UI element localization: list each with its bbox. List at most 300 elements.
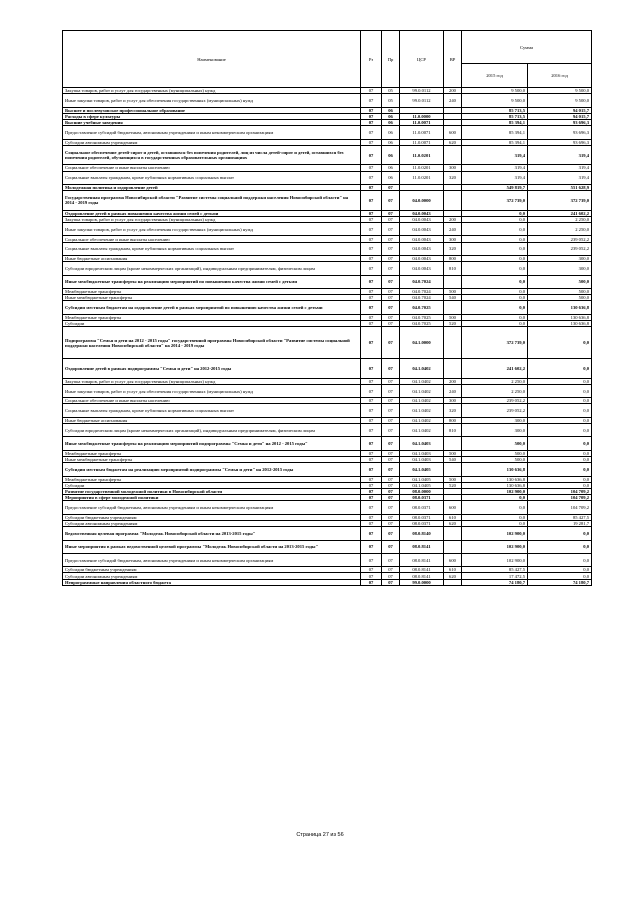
cell-vr: 200 xyxy=(444,88,462,94)
cell-csr: 99.0.0112 xyxy=(400,88,444,94)
cell-csr: 04.1.0402 xyxy=(400,398,444,404)
cell-2016: 0,0 xyxy=(528,482,592,488)
cell-name: Субсидии местным бюджетам на реализацию мероприятий подпрограммы "Семья и дети" на 2012-2015 годы xyxy=(63,463,361,476)
cell-name: Непрограммные направления областного бюджета xyxy=(63,579,361,585)
cell-2015: 500,0 xyxy=(462,457,528,463)
cell-2016: 0,0 xyxy=(528,527,592,540)
cell-csr: 04.0.0043 xyxy=(400,223,444,236)
cell-2015: 549 819,7 xyxy=(462,184,528,190)
cell-2015: 0,0 xyxy=(462,501,528,514)
cell-2016: 0,0 xyxy=(528,437,592,450)
cell-2015: 0,0 xyxy=(462,301,528,314)
cell-rz: 07 xyxy=(361,126,382,139)
cell-vr: 610 xyxy=(444,567,462,573)
col-pr-header: Пр xyxy=(382,31,400,88)
cell-rz: 07 xyxy=(361,94,382,107)
cell-name: Субсидии xyxy=(63,320,361,326)
cell-csr: 08.0.8141 xyxy=(400,553,444,566)
cell-vr: 620 xyxy=(444,139,462,145)
cell-pr: 07 xyxy=(382,384,400,397)
cell-2015: 130 636,8 xyxy=(462,476,528,482)
cell-rz: 07 xyxy=(361,378,382,384)
cell-rz: 07 xyxy=(361,457,382,463)
cell-vr xyxy=(444,463,462,476)
cell-pr: 07 xyxy=(382,417,400,423)
cell-vr xyxy=(444,579,462,585)
cell-vr xyxy=(444,527,462,540)
cell-name: Высшее и послевузовское профессиональное образование xyxy=(63,107,361,113)
cell-vr xyxy=(444,191,462,211)
cell-csr: 04.0.0043 xyxy=(400,242,444,255)
cell-rz: 07 xyxy=(361,404,382,417)
cell-name: Субсидии xyxy=(63,482,361,488)
cell-rz: 07 xyxy=(361,398,382,404)
cell-2015: 239 052,2 xyxy=(462,404,528,417)
cell-2016: 85 427,5 xyxy=(528,514,592,520)
cell-name: Закупка товаров, работ и услуг для государственных (муниципальных) нужд xyxy=(63,88,361,94)
cell-vr: 200 xyxy=(444,378,462,384)
cell-2015: 0,0 xyxy=(462,288,528,294)
cell-2016: 500,0 xyxy=(528,288,592,294)
cell-rz: 07 xyxy=(361,314,382,320)
cell-name: Оздоровление детей в рамках подпрограммы "Семья и дети" на 2012-2015 годы xyxy=(63,359,361,379)
cell-2016: 500,0 xyxy=(528,275,592,288)
cell-rz: 07 xyxy=(361,210,382,216)
cell-rz: 07 xyxy=(361,384,382,397)
cell-vr xyxy=(444,359,462,379)
cell-2016: 241 602,2 xyxy=(528,210,592,216)
table-row xyxy=(63,553,592,566)
cell-2016: 0,0 xyxy=(528,476,592,482)
cell-rz: 07 xyxy=(361,540,382,553)
cell-2015: 0,0 xyxy=(462,210,528,216)
cell-2016: 94 015,7 xyxy=(528,107,592,113)
cell-pr: 07 xyxy=(382,488,400,494)
cell-2016: 104 709,2 xyxy=(528,501,592,514)
cell-2016: 0,0 xyxy=(528,359,592,379)
cell-name: Оздоровление детей в рамках повышения качества жизни семей с детьми xyxy=(63,210,361,216)
cell-pr: 07 xyxy=(382,210,400,216)
cell-csr: 04.0.7024 xyxy=(400,288,444,294)
cell-csr: 04.1.0402 xyxy=(400,384,444,397)
cell-name: Иные закупки товаров, работ и услуг для обеспечения государственных (муниципальных) нужд xyxy=(63,223,361,236)
cell-rz: 07 xyxy=(361,223,382,236)
cell-name: Подпрограмма "Семья и дети на 2012 - 2015 годы" государственной программы Новосибирской области "Развитие системы социальной поддержки населения Новосибирской области" на 2014 - 2019 годы xyxy=(63,327,361,359)
cell-vr xyxy=(444,327,462,359)
cell-csr: 04.0.7024 xyxy=(400,295,444,301)
cell-vr: 810 xyxy=(444,424,462,437)
cell-name: Предоставление субсидий бюджетным, автономным учреждениям и иным некоммерческим организациям xyxy=(63,501,361,514)
table-row xyxy=(63,223,592,236)
cell-csr: 04.0.0043 xyxy=(400,210,444,216)
cell-2016: 93 696,3 xyxy=(528,126,592,139)
cell-2015: 130 636,8 xyxy=(462,482,528,488)
cell-vr: 500 xyxy=(444,314,462,320)
cell-name: Межбюджетные трансферты xyxy=(63,314,361,320)
cell-2016: 0,0 xyxy=(528,327,592,359)
cell-2016: 130 636,8 xyxy=(528,314,592,320)
cell-2015: 9 500,0 xyxy=(462,88,528,94)
cell-pr: 07 xyxy=(382,424,400,437)
cell-pr: 07 xyxy=(382,573,400,579)
cell-2016: 2 250,0 xyxy=(528,216,592,222)
cell-pr: 07 xyxy=(382,301,400,314)
cell-pr: 07 xyxy=(382,295,400,301)
cell-pr: 06 xyxy=(382,145,400,165)
cell-name: Субсидии автономным учреждениям xyxy=(63,573,361,579)
cell-2015: 85 394,1 xyxy=(462,126,528,139)
cell-name: Молодежная политика и оздоровление детей xyxy=(63,184,361,190)
cell-2015: 319,4 xyxy=(462,145,528,165)
cell-csr: 04.1.0402 xyxy=(400,359,444,379)
cell-rz: 07 xyxy=(361,295,382,301)
cell-csr: 11.0.0071 xyxy=(400,119,444,125)
cell-rz: 07 xyxy=(361,424,382,437)
cell-csr: 04.1.0403 xyxy=(400,450,444,456)
col-csr-header: ЦСР xyxy=(400,31,444,88)
cell-2015: 372 739,0 xyxy=(462,191,528,211)
cell-pr: 07 xyxy=(382,191,400,211)
cell-rz: 07 xyxy=(361,320,382,326)
cell-2015: 9 500,0 xyxy=(462,94,528,107)
cell-2016: 0,0 xyxy=(528,573,592,579)
cell-2016: 0,0 xyxy=(528,398,592,404)
cell-vr: 320 xyxy=(444,404,462,417)
cell-rz: 07 xyxy=(361,88,382,94)
cell-2015: 74 180,7 xyxy=(462,579,528,585)
cell-2015: 300,0 xyxy=(462,417,528,423)
cell-name: Государственная программа Новосибирской области "Развитие системы социальной поддержки населения Новосибирской области" на 2014 - 2019 годы xyxy=(63,191,361,211)
cell-pr: 06 xyxy=(382,139,400,145)
cell-rz: 07 xyxy=(361,495,382,501)
cell-pr: 07 xyxy=(382,320,400,326)
cell-name: Ведомственная целевая программа "Молодежь Новосибирской области на 2013-2015 годы" xyxy=(63,527,361,540)
cell-vr: 520 xyxy=(444,482,462,488)
cell-rz: 07 xyxy=(361,184,382,190)
cell-2015: 85 713,5 xyxy=(462,113,528,119)
cell-csr: 11.0.0071 xyxy=(400,139,444,145)
cell-2016: 104 709,2 xyxy=(528,495,592,501)
cell-rz: 07 xyxy=(361,488,382,494)
cell-vr: 540 xyxy=(444,457,462,463)
cell-vr: 500 xyxy=(444,450,462,456)
cell-2015: 130 636,8 xyxy=(462,463,528,476)
cell-rz: 07 xyxy=(361,107,382,113)
cell-rz: 07 xyxy=(361,482,382,488)
cell-name: Социальное обеспечение детей-сирот и детей, оставшихся без попечения родителей, лиц из числа детей-сирот и детей, оставшихся без попечения родителей, обучающихся в государственных образовательных организациях xyxy=(63,145,361,165)
cell-2016: 0,0 xyxy=(528,417,592,423)
cell-2015: 500,0 xyxy=(462,437,528,450)
cell-vr xyxy=(444,301,462,314)
cell-csr: 08.0.0371 xyxy=(400,495,444,501)
table-header xyxy=(63,31,592,88)
cell-rz: 07 xyxy=(361,437,382,450)
cell-2015: 85 713,5 xyxy=(462,107,528,113)
cell-rz: 07 xyxy=(361,165,382,171)
cell-pr: 07 xyxy=(382,553,400,566)
cell-pr: 06 xyxy=(382,126,400,139)
cell-2015: 0,0 xyxy=(462,520,528,526)
cell-2015: 0,0 xyxy=(462,256,528,262)
cell-pr: 07 xyxy=(382,482,400,488)
cell-name: Субсидии бюджетным учреждениям xyxy=(63,514,361,520)
cell-vr: 520 xyxy=(444,320,462,326)
cell-2016: 319,4 xyxy=(528,145,592,165)
cell-csr: 04.0.7025 xyxy=(400,314,444,320)
cell-name: Высшие учебные заведения xyxy=(63,119,361,125)
cell-vr: 600 xyxy=(444,126,462,139)
page-footer: Страница 27 из 56 xyxy=(296,832,344,838)
cell-2016: 239 052,2 xyxy=(528,236,592,242)
cell-rz: 07 xyxy=(361,216,382,222)
cell-rz: 07 xyxy=(361,514,382,520)
cell-csr: 04.1.0405 xyxy=(400,463,444,476)
col-2016-header: 2016 год xyxy=(528,64,592,88)
cell-rz: 07 xyxy=(361,256,382,262)
cell-2015: 2 250,0 xyxy=(462,378,528,384)
col-sum-header: Сумма xyxy=(462,31,592,64)
cell-csr: 08.0.8140 xyxy=(400,527,444,540)
cell-2016: 0,0 xyxy=(528,404,592,417)
cell-name: Субсидии бюджетным учреждениям xyxy=(63,567,361,573)
cell-2016: 0,0 xyxy=(528,567,592,573)
cell-rz: 07 xyxy=(361,520,382,526)
cell-vr: 540 xyxy=(444,295,462,301)
cell-2016: 0,0 xyxy=(528,378,592,384)
cell-pr: 07 xyxy=(382,359,400,379)
cell-name: Развитие государственной молодежной политики в Новосибирской области xyxy=(63,488,361,494)
cell-2016: 372 739,0 xyxy=(528,191,592,211)
cell-csr: 04.0.0000 xyxy=(400,191,444,211)
cell-2016: 94 015,7 xyxy=(528,113,592,119)
cell-vr: 600 xyxy=(444,501,462,514)
cell-vr xyxy=(444,275,462,288)
cell-pr: 06 xyxy=(382,107,400,113)
cell-2015: 0,0 xyxy=(462,236,528,242)
cell-pr: 07 xyxy=(382,495,400,501)
cell-2016: 9 500,0 xyxy=(528,94,592,107)
cell-csr: 04.0.0043 xyxy=(400,262,444,275)
cell-vr: 300 xyxy=(444,165,462,171)
cell-pr: 07 xyxy=(382,567,400,573)
cell-csr: 08.0.0371 xyxy=(400,520,444,526)
cell-rz: 07 xyxy=(361,275,382,288)
cell-name: Межбюджетные трансферты xyxy=(63,450,361,456)
cell-pr: 07 xyxy=(382,288,400,294)
cell-csr: 08.0.0371 xyxy=(400,514,444,520)
table-row xyxy=(63,242,592,255)
cell-2016: 9 500,0 xyxy=(528,88,592,94)
cell-2015: 0,0 xyxy=(462,320,528,326)
cell-name: Социальное обеспечение и иные выплаты населению xyxy=(63,165,361,171)
table-row xyxy=(63,275,592,288)
cell-csr: 04.0.7025 xyxy=(400,320,444,326)
cell-csr: 99.0.0000 xyxy=(400,579,444,585)
cell-name: Иные межбюджетные трансферты xyxy=(63,295,361,301)
cell-pr: 07 xyxy=(382,463,400,476)
cell-pr: 06 xyxy=(382,119,400,125)
cell-2015: 102 900,0 xyxy=(462,527,528,540)
table-row xyxy=(63,404,592,417)
cell-rz: 07 xyxy=(361,450,382,456)
cell-name: Субсидии автономным учреждениям xyxy=(63,139,361,145)
cell-vr xyxy=(444,540,462,553)
cell-2015: 0,0 xyxy=(462,275,528,288)
cell-2016: 130 636,8 xyxy=(528,301,592,314)
table-row xyxy=(63,301,592,314)
table-body xyxy=(63,88,592,586)
cell-2016: 19 281,7 xyxy=(528,520,592,526)
cell-pr: 06 xyxy=(382,113,400,119)
table-row xyxy=(63,540,592,553)
cell-vr: 320 xyxy=(444,171,462,184)
cell-name: Социальные выплаты гражданам, кроме публичных нормативных социальных выплат xyxy=(63,404,361,417)
cell-name: Иные бюджетные ассигнования xyxy=(63,417,361,423)
cell-vr: 610 xyxy=(444,514,462,520)
table-row xyxy=(63,579,592,585)
cell-name: Иные мероприятия в рамках ведомственной целевой программы "Молодежь Новосибирской области на 2013-2015 годы" xyxy=(63,540,361,553)
cell-2016: 0,0 xyxy=(528,450,592,456)
cell-name: Закупка товаров, работ и услуг для государственных (муниципальных) нужд xyxy=(63,216,361,222)
cell-2016: 74 180,7 xyxy=(528,579,592,585)
cell-pr: 07 xyxy=(382,404,400,417)
cell-rz: 07 xyxy=(361,463,382,476)
cell-vr: 300 xyxy=(444,398,462,404)
table-row xyxy=(63,359,592,379)
cell-pr: 05 xyxy=(382,88,400,94)
cell-name: Межбюджетные трансферты xyxy=(63,476,361,482)
table-row xyxy=(63,384,592,397)
budget-table xyxy=(62,30,592,586)
cell-pr: 07 xyxy=(382,275,400,288)
cell-name: Иные закупки товаров, работ и услуг для обеспечения государственных (муниципальных) нужд xyxy=(63,384,361,397)
cell-csr: 04.1.0402 xyxy=(400,404,444,417)
cell-2016: 93 696,3 xyxy=(528,119,592,125)
cell-2016: 0,0 xyxy=(528,457,592,463)
table-row xyxy=(63,527,592,540)
table-row xyxy=(63,501,592,514)
cell-csr: 04.1.0403 xyxy=(400,457,444,463)
cell-pr: 06 xyxy=(382,171,400,184)
cell-rz: 07 xyxy=(361,119,382,125)
cell-name: Расходы в сфере культуры xyxy=(63,113,361,119)
cell-name: Предоставление субсидий бюджетным, автономным учреждениям и иным некоммерческим организациям xyxy=(63,126,361,139)
cell-rz: 07 xyxy=(361,527,382,540)
cell-2016: 551 628,9 xyxy=(528,184,592,190)
cell-csr: 04.1.0405 xyxy=(400,476,444,482)
cell-2015: 241 602,2 xyxy=(462,359,528,379)
cell-name: Иные межбюджетные трансферты на реализацию мероприятий подпрограммы "Семья и дети" на 2012 - 2015 годы" xyxy=(63,437,361,450)
cell-csr: 08.0.8141 xyxy=(400,540,444,553)
cell-2016: 2 250,0 xyxy=(528,223,592,236)
cell-pr: 07 xyxy=(382,236,400,242)
cell-rz: 07 xyxy=(361,553,382,566)
cell-pr: 07 xyxy=(382,223,400,236)
cell-name: Социальное обеспечение и иные выплаты населению xyxy=(63,236,361,242)
cell-csr: 04.1.0402 xyxy=(400,417,444,423)
cell-csr: 99.0.0112 xyxy=(400,94,444,107)
cell-rz: 07 xyxy=(361,476,382,482)
cell-2015: 2 250,0 xyxy=(462,384,528,397)
cell-csr: 04.0.0043 xyxy=(400,236,444,242)
cell-2016: 0,0 xyxy=(528,553,592,566)
cell-pr: 07 xyxy=(382,501,400,514)
cell-csr: 04.1.0403 xyxy=(400,437,444,450)
cell-csr: 04.1.0402 xyxy=(400,424,444,437)
table-row xyxy=(63,262,592,275)
cell-rz: 07 xyxy=(361,501,382,514)
cell-2016: 500,0 xyxy=(528,295,592,301)
cell-rz: 07 xyxy=(361,171,382,184)
cell-2016: 104 709,2 xyxy=(528,488,592,494)
budget-document xyxy=(62,30,591,586)
table-row xyxy=(63,126,592,139)
cell-2016: 130 636,8 xyxy=(528,320,592,326)
cell-2015: 0,0 xyxy=(462,514,528,520)
cell-vr: 240 xyxy=(444,94,462,107)
cell-csr: 08.0.8141 xyxy=(400,567,444,573)
col-name-header: Наименование xyxy=(63,31,361,88)
cell-name: Социальные выплаты гражданам, кроме публичных нормативных социальных выплат xyxy=(63,242,361,255)
cell-2016: 319,4 xyxy=(528,165,592,171)
cell-2016: 0,0 xyxy=(528,424,592,437)
cell-pr: 05 xyxy=(382,94,400,107)
cell-pr: 07 xyxy=(382,514,400,520)
cell-2015: 102 900,0 xyxy=(462,553,528,566)
cell-name: Субсидии юридическим лицам (кроме некоммерческих организаций), индивидуальным предпринимателям, физическим лицам xyxy=(63,262,361,275)
cell-vr: 800 xyxy=(444,417,462,423)
table-row xyxy=(63,437,592,450)
cell-csr: 08.0.0371 xyxy=(400,501,444,514)
table-row xyxy=(63,327,592,359)
cell-csr: 08.0.0000 xyxy=(400,488,444,494)
cell-csr: 04.0.0043 xyxy=(400,216,444,222)
cell-2015: 0,0 xyxy=(462,262,528,275)
cell-csr: 08.0.8141 xyxy=(400,573,444,579)
cell-2016: 0,0 xyxy=(528,384,592,397)
cell-csr: 11.0.0201 xyxy=(400,171,444,184)
cell-2015: 102 900,0 xyxy=(462,488,528,494)
cell-vr: 300 xyxy=(444,236,462,242)
cell-pr: 07 xyxy=(382,216,400,222)
table-row xyxy=(63,145,592,165)
cell-rz: 07 xyxy=(361,242,382,255)
col-vr-header: ВР xyxy=(444,31,462,88)
cell-pr: 07 xyxy=(382,262,400,275)
cell-2016: 0,0 xyxy=(528,463,592,476)
cell-name: Межбюджетные трансферты xyxy=(63,288,361,294)
cell-2015: 0,0 xyxy=(462,295,528,301)
cell-pr: 06 xyxy=(382,165,400,171)
cell-csr: 11.0.0201 xyxy=(400,145,444,165)
cell-pr: 07 xyxy=(382,579,400,585)
cell-2016: 239 052,2 xyxy=(528,242,592,255)
cell-2015: 0,0 xyxy=(462,242,528,255)
cell-csr: 04.0.7025 xyxy=(400,301,444,314)
cell-pr: 07 xyxy=(382,242,400,255)
cell-name: Иные межбюджетные трансферты xyxy=(63,457,361,463)
cell-pr: 07 xyxy=(382,476,400,482)
cell-pr: 07 xyxy=(382,184,400,190)
cell-2016: 93 696,3 xyxy=(528,139,592,145)
cell-name: Субсидии местным бюджетам на оздоровление детей в рамках мероприятий по повышению качества жизни семей с детьми xyxy=(63,301,361,314)
cell-csr: 04.0.0043 xyxy=(400,256,444,262)
cell-pr: 07 xyxy=(382,327,400,359)
cell-name: Иные бюджетные ассигнования xyxy=(63,256,361,262)
cell-2015: 319,4 xyxy=(462,171,528,184)
table-row xyxy=(63,463,592,476)
cell-2016: 319,4 xyxy=(528,171,592,184)
